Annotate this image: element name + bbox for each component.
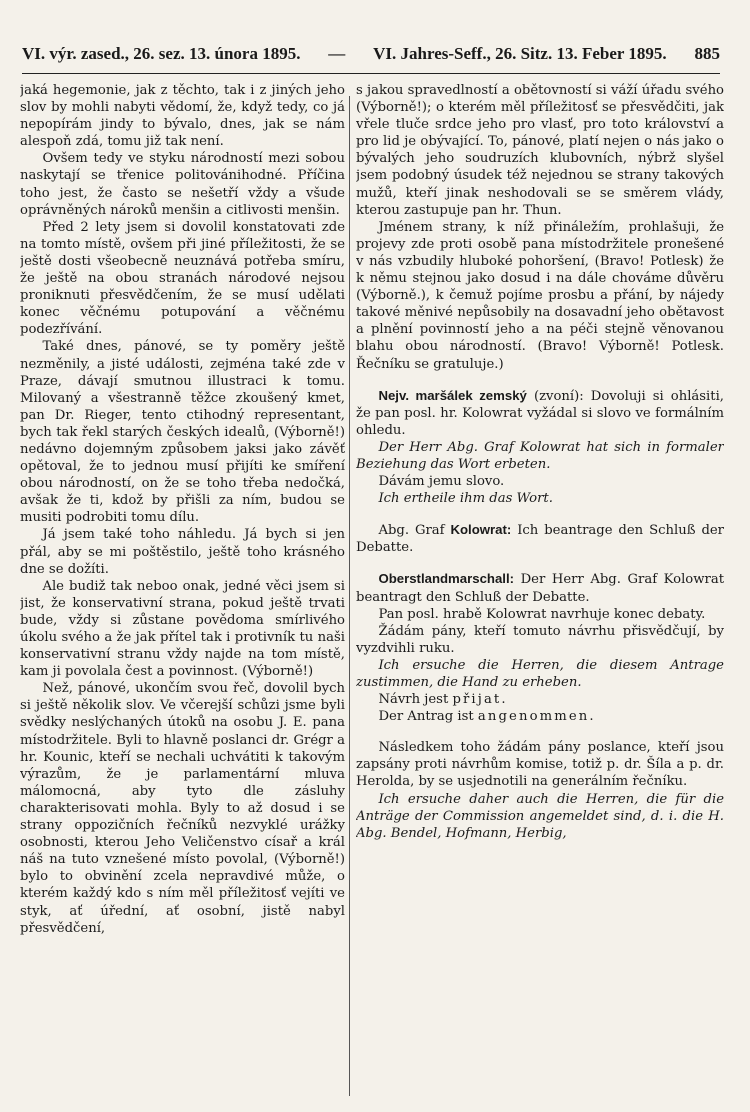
right-column <box>356 82 724 1102</box>
header-czech: VI. výr. zased., 26. sez. 13. února 1895. <box>22 44 301 63</box>
german-paragraph: Der Herr Abg. Graf Kolowrat hat sich in formaler Beziehung das Wort erbeten. <box>356 439 724 472</box>
paragraph: jaká hegemonie, jak z těchto, tak i z jiných jeho slov by mohli nabyti vědomí, že, když tedy, co já nepopírám jindy to bývalo, dnes, jak se nám alespoň zdá, tomu již tak není. <box>20 83 345 150</box>
speech-text: Der Herr Abg. Graf Kolowrat beantragt den Schluß der Debatte. <box>356 572 724 605</box>
result-paragraph <box>356 691 724 708</box>
running-header <box>22 40 720 68</box>
german-paragraph: Ich ersuche die Herren, die diesem Antrage zustimmen, die Hand zu erheben. <box>356 657 724 690</box>
speaker-name: Nejv. maršálek zemský <box>378 387 527 403</box>
header-separator: — <box>328 44 346 63</box>
paragraph: Ale budiž tak neboo onak, jedné věci jsem si jist, že konservativní strana, pokud ještě trvati bude, vždy si zůstane povědoma smírlivého úkolu svého a že jak přítel tak i protivník tu naši konservativní stranu vždy najde na tom místě, kam ji povolala čest a povinnost. (Výborně!) <box>20 578 345 680</box>
paragraph: Žádám pány, kteří tomuto návrhu přisvědčují, by vyzdvihli ruku. <box>356 623 724 656</box>
speaker-name: Kolowrat: <box>450 522 512 538</box>
german-paragraph: Ich ertheile ihm das Wort. <box>378 491 553 507</box>
speaker-prefix: Abg. Graf <box>378 523 445 539</box>
speaker-name: Oberstlandmarschall: <box>378 571 515 587</box>
speaker-paragraph <box>356 521 724 556</box>
speaker-paragraph <box>356 570 724 605</box>
paragraph: Než, pánové, ukončím svou řeč, dovolil bych si ještě několik slov. Ve včerejší schůzi jsme byli svědky neslýchaných útoků na osobu J. E. pana místodržitele. Byli to hlavně poslanci dr. Grégr a hr. Kounic, kteří se nechali uchvátiti k takovým výrazům, že je parlamentární mluva málomocná, aby tyto dle zásluhy charakterisovati mohla. Byly to až dosud i se strany oppozičních řečníků nezvyklé urážky osobnosti, kterou Jeho Veličenstvo císař a král náš na tuto vznešené místo povolal, (Výborně!) bylo to obvinění zcela nepravdivé může, o kterém každý kdo s ním měl příležitosť vejíti ve styk, ať úřední, ať osobní, jistě nabyl přesvědčení, <box>20 681 345 936</box>
speech-text: Ich beantrage den Schluß der Debatte. <box>356 523 724 556</box>
german-paragraph: Ich ersuche daher auch die Herren, die für die Anträge der Commission angemeldet sind, d. i. die H. Abg. Bendel, Hofmann, Herbig, <box>356 791 724 841</box>
result-paragraph <box>356 708 724 725</box>
left-column <box>20 82 345 1102</box>
paragraph: Pan posl. hrabě Kolowrat navrhuje konec debaty. <box>378 606 706 622</box>
header-german: VI. Jahres-Seff., 26. Sitz. 13. Feber 1895. <box>373 44 667 63</box>
column-divider <box>349 96 350 1096</box>
result-word: přijat. <box>452 692 508 708</box>
speech-text: (zvoní): Dovoluji si ohlásiti, že pan posl. hr. Kolowrat vyžádal si slovo ve formálním ohledu. <box>356 388 724 438</box>
paragraph: Jménem strany, k níž přináležím, prohlašuji, že projevy zde proti osobě pana místodržitele pronešené v nás vzbudily hluboké pohoršení, (Bravo! Potlesk) že k němu stejnou jako dosud i na dále chováme důvěru (Výborně.), k čemuž pojíme prosbu a přání, by nájedy takové měnivé nepůsobily na dosavadní jeho obětavost a plnění povinností jeho a na péči stejně věnovanou blahu obou národností. (Bravo! Výborně! Potlesk. Řečníku se gratuluje.) <box>356 219 724 372</box>
paragraph: Také dnes, pánové, se ty poměry ještě nezměnily, a jisté události, zejména také zde v Praze, dávají smutnou illustraci k tomu. Milovaný a všestranně těžce zkoušený kmet, pan Dr. Rieger, tento ctihodný representant, bych tak řekl starých českých idealů, (Výborně!) nedávno dojemným způsobem jaksi jako závěť opětoval, že to jednou musí přijíti ke smíření obou národností, on že se toho třeba nedočká, avšak že ti, kdož by přišli za ním, budou se musiti podrobiti tomu dílu. <box>20 339 345 526</box>
result-word: angenommen. <box>477 709 596 725</box>
speaker-paragraph <box>356 387 724 439</box>
page-number: 885 <box>694 44 720 63</box>
paragraph: Před 2 lety jsem si dovolil konstatovati zde na tomto místě, ovšem při jiné příležitosti, že se ještě dosti všeobecně neuznává potřeba smíru, že ještě na obou stranách národové nejsou proniknuti přesvědčením, že se musí udělati konec věčnému potupování a věčnému podezřívání. <box>20 219 345 338</box>
paragraph: Já jsem také toho náhledu. Já bych si jen přál, aby se mi poštěstilo, ještě toho krásného dne se dožíti. <box>20 527 345 577</box>
result-prefix: Návrh jest <box>378 692 449 708</box>
paragraph: Následkem toho žádám pány poslance, kteří jsou zapsány proti návrhům komise, totiž p. dr. Šíla a p. dr. Herolda, by se usjednotili na generálním řečníku. <box>356 740 724 790</box>
paragraph: Dávám jemu slovo. <box>378 474 505 490</box>
paragraph: s jakou spravedlností a obětovností si váží úřadu svého (Výborně!); o kterém měl příležitosť se přesvědčiti, jak vřele tluče srdce jeho pro vlasť, pro toto království a pro lid je obývající. To, pánové, platí nejen o nás jako o bývalých jeho soudruzích klubovních, nýbrž slyšel jsem podobný úsudek též nejednou se strany takových mužů, kteří jinak neshodovali se se směrem vlády, kterou zastupuje pan hr. Thun. <box>356 83 724 218</box>
header-rule <box>22 73 720 74</box>
paragraph: Ovšem tedy ve styku národností mezi sobou naskytají se třenice politovánihodné. Příčina toho jest, že často se nešetří vždy a všude oprávněných nároků menšin a citlivosti menšin. <box>20 151 345 218</box>
result-prefix: Der Antrag ist <box>378 709 474 725</box>
